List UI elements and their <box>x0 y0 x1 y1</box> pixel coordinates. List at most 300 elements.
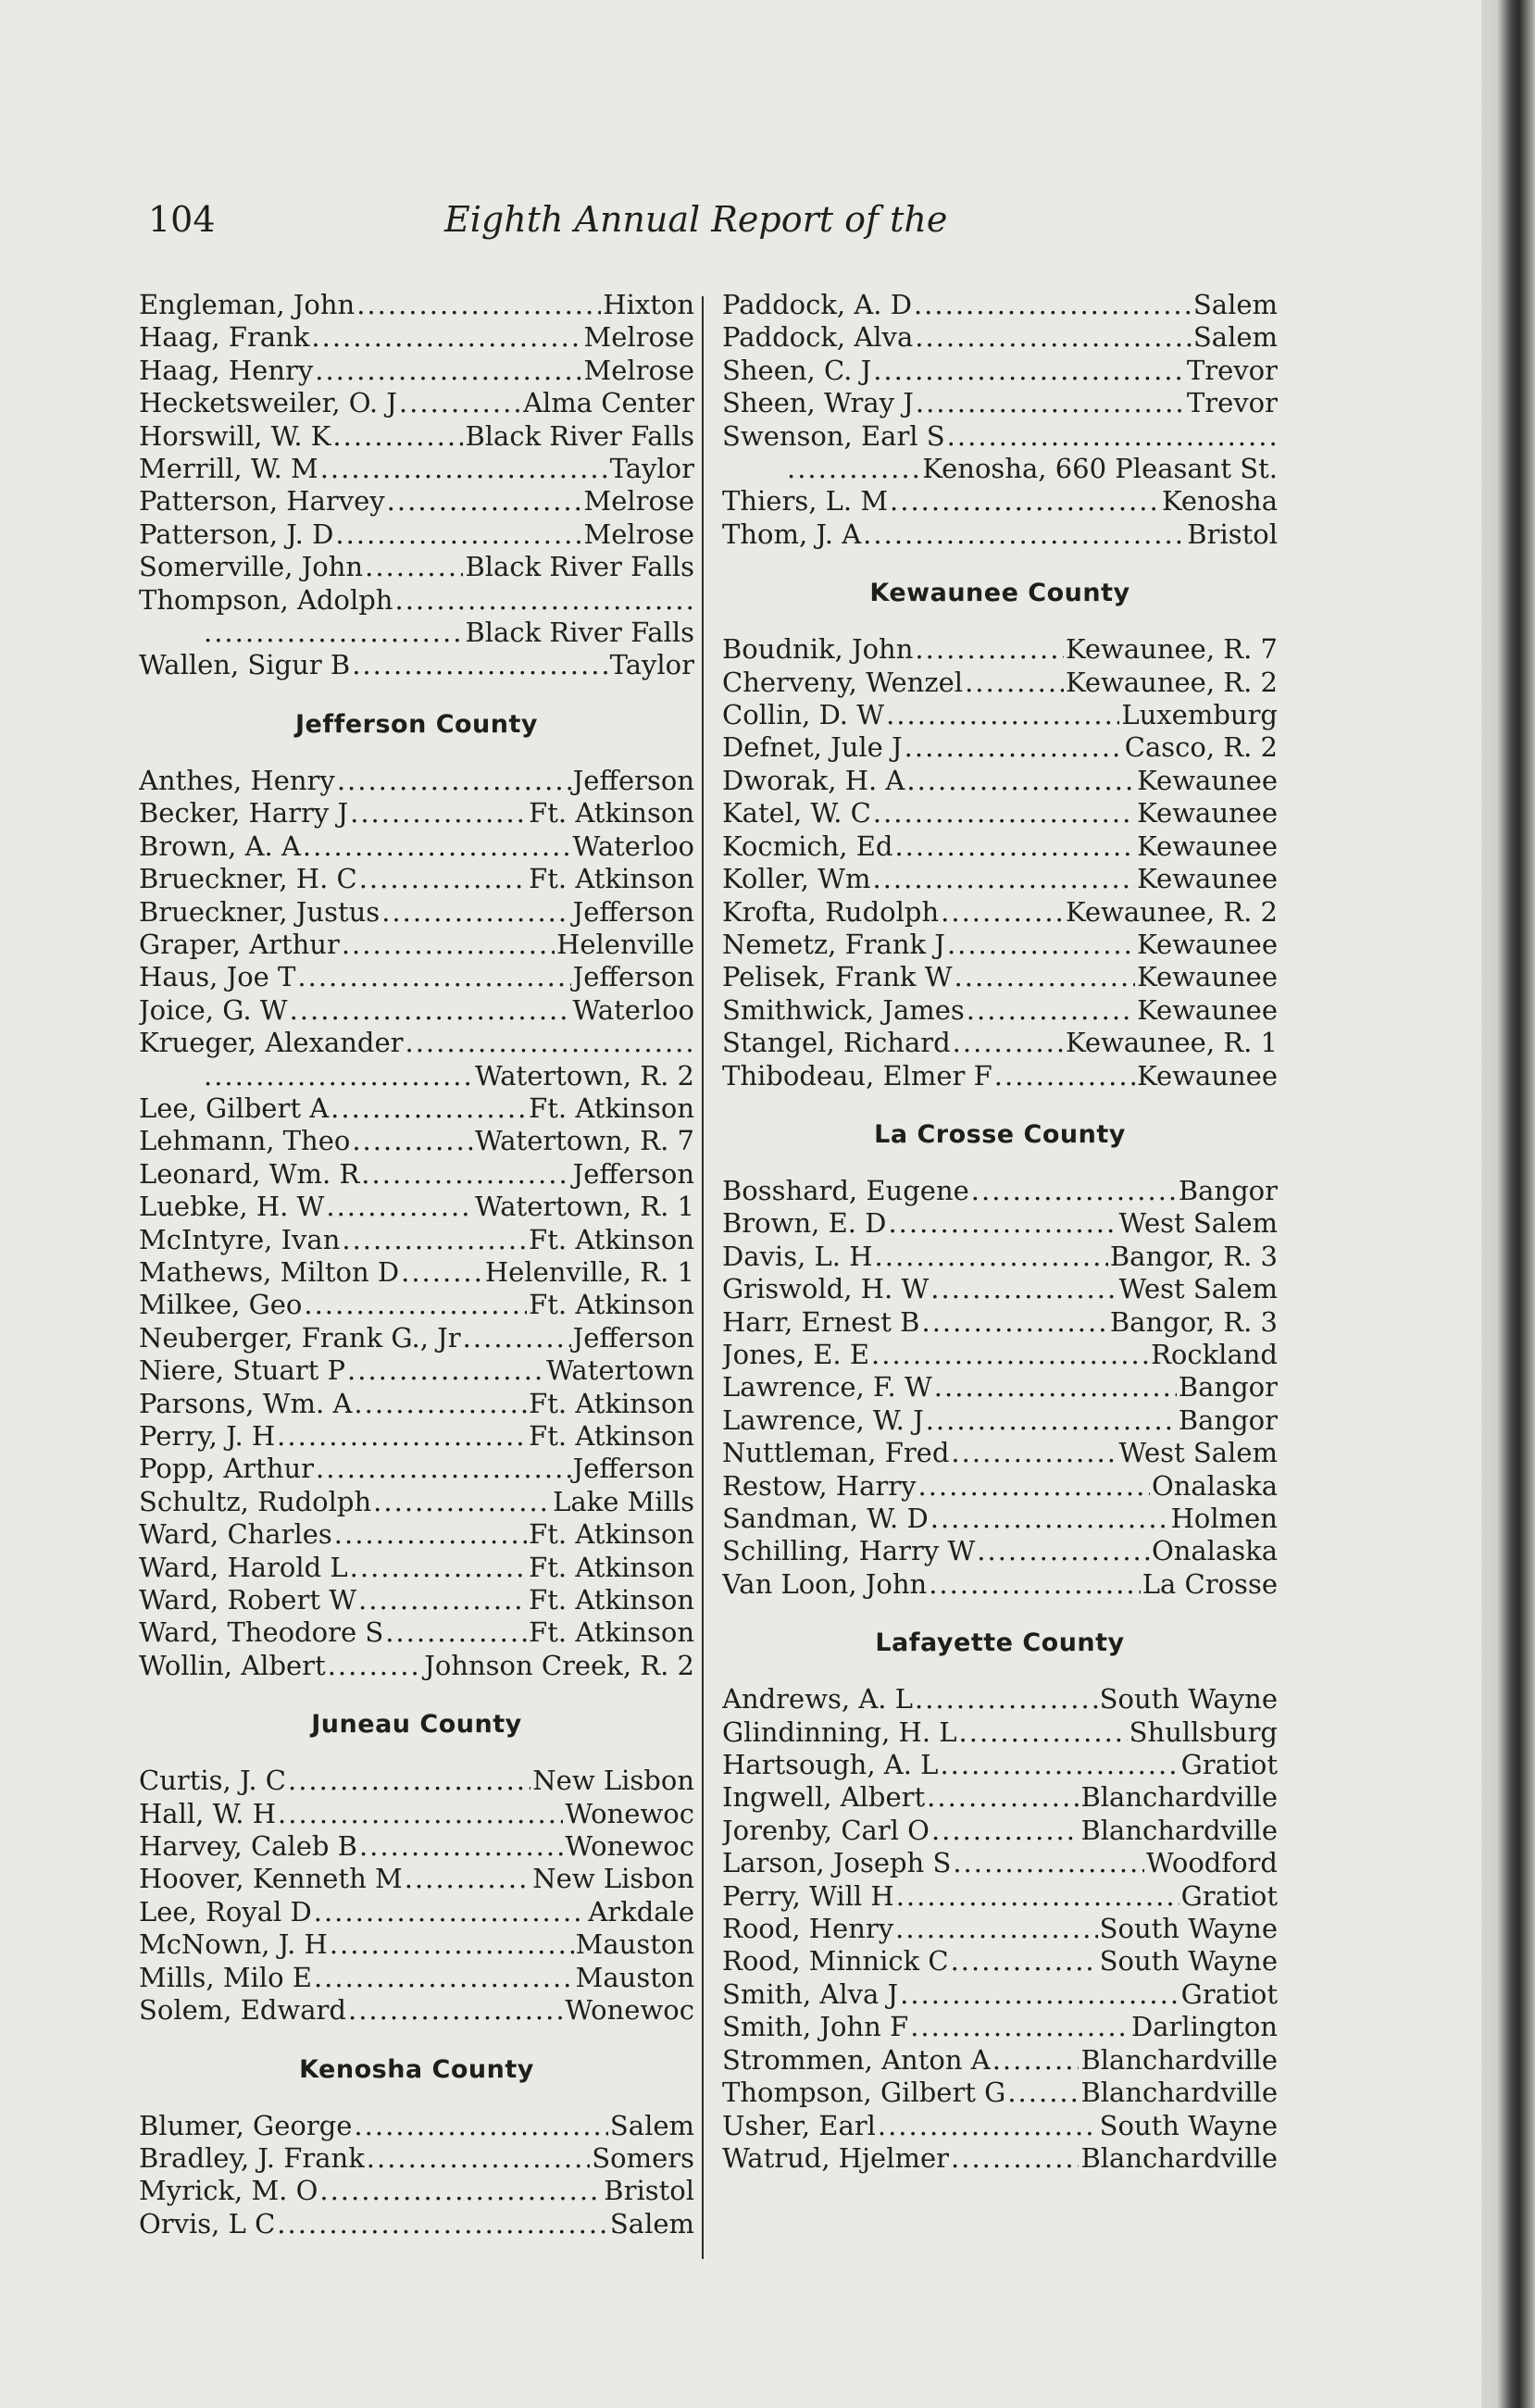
dot-leader <box>290 994 571 1027</box>
entry-place: Jefferson <box>572 895 694 928</box>
entry-name: Ward, Robert W <box>139 1584 357 1616</box>
directory-entry <box>139 765 694 797</box>
dot-leader <box>342 929 555 961</box>
dot-leader <box>314 1896 587 1928</box>
entry-name: Orvis, L C <box>139 2207 276 2240</box>
directory-entry <box>139 1420 694 1453</box>
directory-entry <box>139 1765 694 1797</box>
entry-place: Melrose <box>583 518 694 550</box>
directory-entry <box>139 649 694 681</box>
entry-place: Ft. Atkinson <box>529 1616 694 1649</box>
entry-place: Wonewoc <box>565 1994 694 2027</box>
directory-entry <box>139 994 694 1027</box>
entry-place: Kenosha, 660 Pleasant St. <box>922 453 1278 485</box>
dot-leader <box>288 1765 530 1797</box>
entry-name: Mills, Milo E <box>139 1961 312 1993</box>
dot-leader <box>1007 2077 1079 2109</box>
entry-name: Lee, Royal D <box>139 1895 312 1928</box>
entry-place: Kewaunee <box>1137 764 1278 796</box>
entry-place: Watertown, R. 2 <box>474 1059 694 1092</box>
entry-place: Ft. Atkinson <box>529 1387 694 1419</box>
dot-leader <box>359 1830 563 1863</box>
dot-leader <box>356 289 601 321</box>
entry-name: Cherveny, Wenzel <box>722 666 964 698</box>
entry-name: Pelisek, Frank W <box>722 961 953 993</box>
entry-name: Nemetz, Frank J <box>722 928 945 960</box>
dot-leader <box>895 1913 1098 1945</box>
entry-place: Ft. Atkinson <box>529 1584 694 1616</box>
entry-place: Onalaska <box>1151 1469 1278 1502</box>
directory-entry <box>139 1224 694 1256</box>
directory-entry <box>139 797 694 830</box>
directory-entry <box>722 633 1278 666</box>
entry-name: McIntyre, Ivan <box>139 1223 341 1255</box>
entry-place: Salem <box>609 2109 694 2141</box>
directory-entry <box>722 1781 1278 1814</box>
directory-entry <box>139 485 694 518</box>
entry-name: Andrews, A. L <box>722 1683 913 1716</box>
directory-entry <box>722 1716 1278 1749</box>
dot-leader <box>359 863 527 895</box>
dot-leader <box>873 355 1185 387</box>
dot-leader <box>348 1994 563 2027</box>
county-heading: Lafayette County <box>875 1628 1125 1658</box>
running-title: Eighth Annual Report of the <box>444 199 948 240</box>
entry-place: Gratiot <box>1180 1978 1278 2010</box>
page-edge-shadow <box>1481 0 1535 2408</box>
entry-name: Perry, J. H <box>139 1420 276 1452</box>
entry-place: La Crosse <box>1142 1567 1278 1600</box>
entry-place: Kewaunee <box>1137 928 1278 960</box>
entry-place: Blanchardville <box>1080 2141 1278 2174</box>
directory-entry <box>722 1437 1278 1469</box>
directory-entry <box>722 929 1278 961</box>
entry-name: Harr, Ernest B <box>722 1305 920 1338</box>
entry-place: Salem <box>1192 289 1278 320</box>
entry-place: Gratiot <box>1180 1749 1278 1781</box>
page-number: 104 <box>148 199 216 240</box>
dot-leader <box>873 797 1135 830</box>
dot-leader <box>886 699 1119 731</box>
dot-leader <box>352 1125 473 1157</box>
entry-place: Wonewoc <box>565 1830 694 1863</box>
directory-entry <box>139 321 694 354</box>
entry-name: Sandman, W. D <box>722 1503 929 1534</box>
directory-entry <box>139 1092 694 1125</box>
entry-name: Lee, Gilbert A <box>139 1092 330 1124</box>
directory-entry <box>722 1027 1278 1059</box>
entry-place: Trevor <box>1186 387 1278 419</box>
dot-leader <box>890 485 1160 518</box>
entry-name: Griswold, H. W <box>722 1273 930 1305</box>
entry-place: Bangor <box>1178 1404 1278 1436</box>
dot-leader <box>914 289 1192 321</box>
entry-place: Melrose <box>583 354 694 386</box>
directory-entry <box>722 420 1278 453</box>
entry-place: Kewaunee <box>1137 863 1278 895</box>
entry-name: Becker, Harry J <box>139 797 349 830</box>
entry-place: Blanchardville <box>1080 1814 1278 1846</box>
entry-place: New Lisbon <box>532 1765 694 1797</box>
entry-name: Curtis, J. C <box>139 1765 286 1797</box>
entry-name: Wallen, Sigur B <box>139 649 351 681</box>
directory-entry <box>139 1486 694 1518</box>
entry-place: Blanchardville <box>1080 2043 1278 2076</box>
directory-entry <box>722 1503 1278 1535</box>
entry-place: Gratiot <box>1180 1879 1278 1912</box>
dot-leader <box>888 1207 1117 1240</box>
entry-name: Watrud, Hjelmer <box>722 2141 950 2174</box>
dot-leader <box>930 1273 1117 1305</box>
entry-name: Schultz, Rudolph <box>139 1485 372 1517</box>
entry-place: Ft. Atkinson <box>529 1289 694 1321</box>
entry-place: Kewaunee, R. 2 <box>1066 666 1278 698</box>
directory-entry <box>722 1371 1278 1404</box>
directory-entry <box>139 355 694 387</box>
entry-name: Joice, G. W <box>139 993 288 1026</box>
entry-name: Lawrence, W. J <box>722 1404 924 1436</box>
directory-entry <box>139 1650 694 1682</box>
entry-place: Kewaunee <box>1137 961 1278 993</box>
entry-name: Collin, D. W <box>722 699 885 731</box>
directory-entry <box>139 830 694 863</box>
directory-entry <box>139 896 694 929</box>
dot-leader <box>931 1815 1079 1847</box>
dot-leader <box>381 896 570 929</box>
entry-place: Black River Falls <box>465 551 694 583</box>
entry-name: Paddock, Alva <box>722 321 914 354</box>
entry-place: Helenville, R. 1 <box>484 1255 694 1288</box>
dot-leader <box>872 863 1135 895</box>
entry-name: Restow, Harry <box>722 1469 917 1502</box>
dot-leader <box>967 994 1135 1027</box>
entry-name: Ingwell, Albert <box>722 1781 926 1814</box>
entry-place: Taylor <box>609 453 694 485</box>
entry-place: Ft. Atkinson <box>529 1223 694 1255</box>
directory-entry <box>722 1175 1278 1207</box>
directory-entry <box>722 896 1278 929</box>
directory-entry <box>139 1928 694 1961</box>
entry-name: Myrick, M. O <box>139 2175 318 2207</box>
page-header <box>148 199 1305 255</box>
directory-entry <box>722 321 1278 354</box>
directory-entry <box>139 1994 694 2027</box>
entry-name: Engleman, John <box>139 289 356 320</box>
entry-name: Sheen, Wray J <box>722 387 914 419</box>
directory-entry <box>722 699 1278 731</box>
entry-name: Kocmich, Ed <box>722 830 893 862</box>
entry-name: Perry, Will H <box>722 1879 894 1912</box>
entry-place: Ft. Atkinson <box>529 1420 694 1452</box>
dot-leader <box>394 584 693 617</box>
entry-place: Rockland <box>1151 1338 1278 1370</box>
entry-place: South Wayne <box>1099 1683 1278 1716</box>
dot-leader <box>930 1503 1169 1535</box>
dot-leader <box>941 896 1064 929</box>
entry-name: Thiers, L. M <box>722 485 889 518</box>
directory-entry <box>722 830 1278 863</box>
directory-entry <box>722 1978 1278 2011</box>
dot-leader <box>304 1289 527 1321</box>
entry-name: Van Loon, John <box>722 1567 928 1600</box>
entry-place: Kewaunee <box>1137 830 1278 862</box>
entry-place: Casco, R. 2 <box>1124 731 1278 764</box>
dot-leader <box>361 1158 570 1191</box>
entry-place: Bristol <box>1187 518 1278 550</box>
directory-entry <box>722 765 1278 797</box>
dot-leader <box>352 649 607 681</box>
directory-entry <box>139 1125 694 1157</box>
dot-leader <box>959 1716 1128 1749</box>
entry-place: Ft. Atkinson <box>529 1092 694 1124</box>
entry-place: Black River Falls <box>465 617 694 649</box>
entry-continuation <box>139 617 694 649</box>
entry-name: Rood, Henry <box>722 1913 894 1945</box>
directory-entry <box>722 1339 1278 1371</box>
dot-leader <box>277 2208 608 2240</box>
directory-entry <box>139 289 694 321</box>
entry-place: Trevor <box>1186 354 1278 386</box>
dot-leader <box>947 929 1135 961</box>
entry-name: Graper, Arthur <box>139 928 340 960</box>
dot-leader <box>905 731 1123 764</box>
dot-leader <box>406 1027 693 1059</box>
entry-name: Brueckner, Justus <box>139 895 381 928</box>
entry-place: Ft. Atkinson <box>529 863 694 895</box>
dot-leader <box>953 1027 1064 1059</box>
dot-leader <box>311 321 581 354</box>
directory-entry <box>139 387 694 419</box>
entry-name: Nuttleman, Fred <box>722 1437 950 1469</box>
entry-place: Bangor <box>1178 1371 1278 1404</box>
entry-name: Anthes, Henry <box>139 764 335 796</box>
county-heading: Juneau County <box>311 1710 522 1740</box>
dot-leader <box>334 1518 527 1551</box>
directory-entry <box>722 1913 1278 1945</box>
entry-name: Jorenby, Carl O <box>722 1814 930 1846</box>
dot-leader <box>328 1650 423 1682</box>
entry-name: Smithwick, James <box>722 993 965 1026</box>
dot-leader <box>977 1535 1150 1567</box>
entry-place: Salem <box>609 2207 694 2240</box>
entry-name: Krofta, Rudolph <box>722 895 940 928</box>
dot-leader <box>319 2175 602 2207</box>
dot-leader <box>918 1470 1150 1503</box>
dot-leader <box>354 1388 527 1420</box>
entry-name: Hartsough, A. L <box>722 1749 939 1781</box>
entry-place: Kewaunee <box>1137 797 1278 830</box>
entry-place: Bristol <box>604 2175 694 2207</box>
entry-place: Watertown, R. 1 <box>474 1191 694 1223</box>
dot-leader <box>320 453 608 485</box>
dot-leader <box>900 1978 1179 2011</box>
dot-leader <box>335 518 581 551</box>
directory-entry <box>139 1354 694 1387</box>
directory-entry <box>139 1289 694 1321</box>
entry-name: Thom, J. A <box>722 518 862 550</box>
entry-name: Luebke, H. W <box>139 1191 325 1223</box>
entry-place: Black River Falls <box>465 419 694 452</box>
entry-place: Blanchardville <box>1080 1781 1278 1814</box>
directory-entry <box>722 667 1278 699</box>
entry-place: New Lisbon <box>532 1863 694 1895</box>
directory-entry <box>139 2142 694 2175</box>
dot-leader <box>330 1928 574 1961</box>
dot-leader <box>204 617 463 649</box>
entry-name: Somerville, John <box>139 551 364 583</box>
entry-place: Bangor <box>1178 1174 1278 1206</box>
dot-leader <box>354 2110 607 2142</box>
directory-entry <box>722 1880 1278 1913</box>
directory-entry <box>139 929 694 961</box>
entry-name: Swenson, Earl S <box>722 419 945 452</box>
entry-name: Haag, Frank <box>139 321 310 354</box>
entry-name: Brown, A. A <box>139 830 301 862</box>
entry-place: Kewaunee, R. 7 <box>1066 633 1278 666</box>
dot-leader <box>350 797 527 830</box>
entry-name: Haag, Henry <box>139 354 314 386</box>
directory-entry <box>139 961 694 993</box>
directory-entry <box>722 731 1278 764</box>
directory-entry <box>139 1552 694 1584</box>
directory-entry <box>722 387 1278 419</box>
directory-entry <box>139 1388 694 1420</box>
entry-name: Ward, Harold L <box>139 1551 348 1583</box>
directory-entry <box>139 1962 694 1994</box>
entry-place: Darlington <box>1131 2011 1278 2043</box>
dot-leader <box>965 667 1064 699</box>
directory-entry <box>722 2044 1278 2077</box>
entry-place: Wonewoc <box>565 1797 694 1829</box>
entry-name: Haus, Joe T <box>139 961 296 993</box>
entry-place: Taylor <box>609 649 694 681</box>
dot-leader <box>934 1371 1177 1404</box>
entry-place: Holmen <box>1170 1503 1278 1534</box>
entry-name: Smith, John F <box>722 2011 909 2043</box>
directory-entry <box>722 994 1278 1027</box>
directory-entry <box>139 1453 694 1485</box>
dot-leader <box>387 485 582 518</box>
dot-leader <box>922 1306 1108 1339</box>
directory-entry <box>722 1273 1278 1305</box>
entry-name: Popp, Arthur <box>139 1453 315 1485</box>
entry-name: Katel, W. C <box>722 797 871 830</box>
dot-leader <box>871 1339 1149 1371</box>
entry-name: Merrill, W. M <box>139 453 318 485</box>
entry-name: Strommen, Anton A <box>722 2043 991 2076</box>
dot-leader <box>332 420 463 453</box>
entry-name: Leonard, Wm. R <box>139 1157 360 1190</box>
dot-leader <box>303 830 571 863</box>
entry-name: Bradley, J. Frank <box>139 2141 365 2174</box>
dot-leader <box>326 1191 473 1223</box>
entry-name: Hall, W. H <box>139 1797 277 1829</box>
entry-place: Shullsburg <box>1129 1716 1278 1748</box>
directory-entry <box>722 1749 1278 1781</box>
entry-name: Hecketsweiler, O. J <box>139 387 397 419</box>
entry-name: Boudnik, John <box>722 633 914 666</box>
entry-name: Dworak, H. A <box>722 764 905 796</box>
dot-leader <box>929 1568 1141 1601</box>
entry-continuation <box>139 1060 694 1092</box>
dot-leader <box>385 1616 527 1649</box>
entry-name: Davis, L. H <box>722 1240 873 1272</box>
directory-entry <box>722 1060 1278 1092</box>
entry-name: Mathews, Milton D <box>139 1255 400 1288</box>
entry-name: Stangel, Richard <box>722 1027 951 1059</box>
entry-name: Horswill, W. K <box>139 419 331 452</box>
entry-place: Ft. Atkinson <box>529 797 694 830</box>
directory-entry <box>722 485 1278 518</box>
dot-leader <box>992 2044 1079 2077</box>
entry-name: Paddock, A. D <box>722 289 912 320</box>
directory-entry <box>722 1470 1278 1503</box>
directory-entry <box>722 1306 1278 1339</box>
entry-place: Arkdale <box>588 1895 694 1928</box>
entry-name: Smith, Alva J <box>722 1978 899 2010</box>
dot-leader <box>401 1256 483 1289</box>
entry-place: Ft. Atkinson <box>529 1518 694 1551</box>
dot-leader <box>787 453 920 485</box>
directory-entry <box>139 2208 694 2240</box>
entry-name: Neuberger, Frank G., Jr <box>139 1321 461 1354</box>
entry-name: Bosshard, Eugene <box>722 1174 969 1206</box>
directory-entry <box>722 863 1278 895</box>
entry-place: Ft. Atkinson <box>529 1551 694 1583</box>
entry-name: Harvey, Caleb B <box>139 1830 357 1863</box>
directory-entry <box>139 518 694 551</box>
entry-name: Solem, Edward <box>139 1994 346 2027</box>
dot-leader <box>894 830 1135 863</box>
entry-place: Melrose <box>583 485 694 518</box>
dot-leader <box>951 1437 1117 1469</box>
dot-leader <box>347 1354 544 1387</box>
entry-continuation <box>722 453 1278 485</box>
entry-name: Hoover, Kenneth M <box>139 1863 403 1895</box>
dot-leader <box>365 551 463 583</box>
entry-place: Lake Mills <box>553 1485 694 1517</box>
dot-leader <box>337 765 571 797</box>
dot-leader <box>277 1420 527 1453</box>
directory-entry <box>139 1191 694 1223</box>
directory-entry <box>722 797 1278 830</box>
dot-leader <box>916 387 1185 419</box>
entry-place: Jefferson <box>572 1321 694 1354</box>
entry-name: Larson, Joseph S <box>722 1847 952 1879</box>
entry-name: Thompson, Adolph <box>139 583 393 616</box>
entry-name: Koller, Wm <box>722 863 871 895</box>
entry-name: Niere, Stuart P <box>139 1354 346 1387</box>
entry-place: Luxemburg <box>1121 699 1278 731</box>
dot-leader <box>906 765 1135 797</box>
entry-place: Johnson Creek, R. 2 <box>424 1649 694 1681</box>
entry-place: South Wayne <box>1099 1945 1278 1978</box>
entry-place: South Wayne <box>1099 2109 1278 2141</box>
directory-entry <box>139 1256 694 1289</box>
directory-entry <box>139 1027 694 1059</box>
entry-name: Jones, E. E <box>722 1338 870 1370</box>
directory-entry <box>139 863 694 895</box>
dot-leader <box>297 961 570 993</box>
dot-leader <box>915 1683 1098 1716</box>
entry-place: West Salem <box>1118 1437 1278 1469</box>
entry-name: Thompson, Gilbert G <box>722 2077 1006 2109</box>
dot-leader <box>463 1322 571 1354</box>
directory-entry <box>722 2077 1278 2109</box>
entry-name: Sheen, C. J <box>722 354 872 386</box>
directory-entry <box>139 1322 694 1354</box>
dot-leader <box>940 1749 1179 1781</box>
